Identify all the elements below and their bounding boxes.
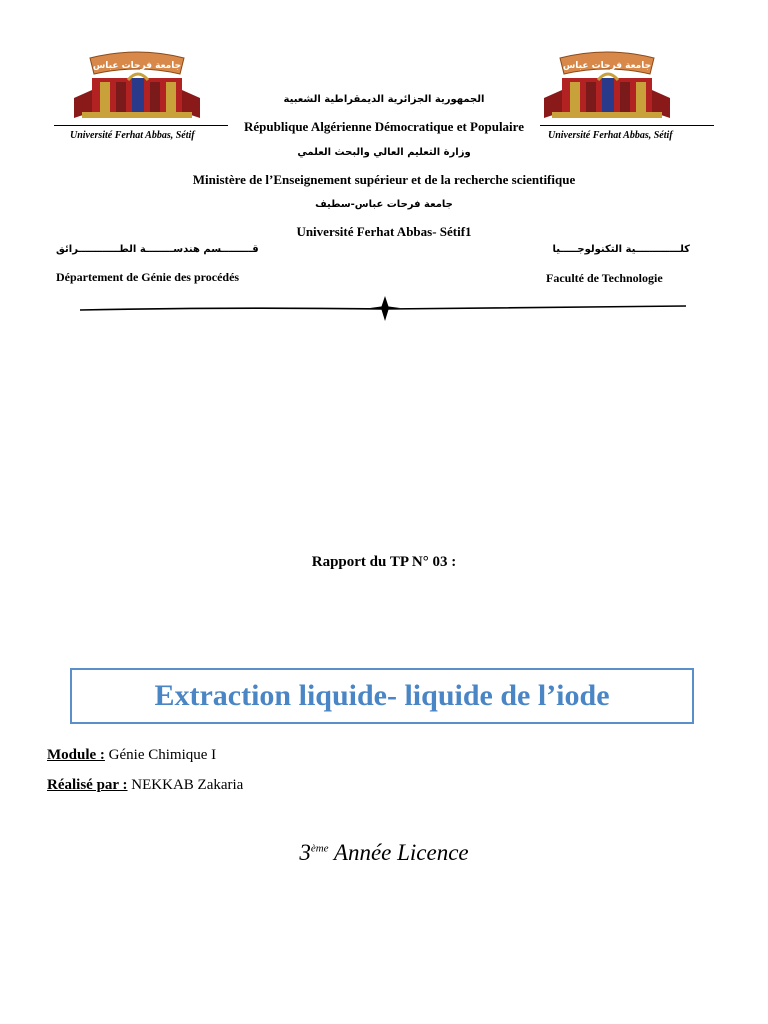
module-label: Module : (47, 747, 105, 763)
ministry-heading: Ministère de l’Enseignement supérieur et de la recherche scientifique (192, 172, 576, 187)
report-title: Extraction liquide- liquide de l’iode (154, 679, 610, 712)
year-superscript: ème (310, 842, 329, 855)
academic-year (0, 840, 768, 866)
arabic-republic-heading: الجمهورية الجزائرية الديمقراطية الشعبية (283, 94, 485, 105)
svg-text:جامعة فرحات عباس: جامعة فرحات عباس (562, 61, 652, 71)
svg-text:جامعة فرحات عباس: جامعة فرحات عباس (92, 61, 182, 71)
faculty-label: Faculté de Technologie (546, 271, 663, 285)
module-line (47, 747, 216, 764)
logo-left-caption: Université Ferhat Abbas, Sétif (70, 130, 195, 141)
university-heading: Université Ferhat Abbas- Sétif1 (296, 224, 472, 239)
module-value: Génie Chimique I (104, 747, 217, 763)
report-subtitle: Rapport du TP N° 03 : (311, 554, 457, 570)
arabic-university-heading: جامعة فرحات عباس-سطيف (315, 199, 453, 210)
university-emblem-icon (72, 48, 202, 128)
logo-right-caption: Université Ferhat Abbas, Sétif (548, 130, 673, 141)
ornamental-divider (80, 296, 690, 327)
year-number: 3 (299, 840, 311, 865)
author-line (47, 777, 243, 794)
author-label: Réalisé par : (47, 777, 128, 793)
year-text: Année Licence (328, 840, 469, 865)
arabic-faculty-label: كلـــــــــــــية التكنولوجـــــيا (552, 244, 690, 255)
republic-heading: République Algérienne Démocratique et Populaire (244, 119, 524, 134)
header-thin-rule (54, 125, 228, 126)
header-thin-rule (540, 125, 714, 126)
arabic-ministry-heading: وزارة التعليم العالي والبحث العلمي (297, 147, 471, 158)
arabic-department-label: قـــــــــسم هندســــــــة الطــــــــــــرائق (56, 244, 259, 255)
report-title-box (70, 668, 694, 724)
department-label: Département de Génie des procédés (56, 270, 240, 284)
author-value: NEKKAB Zakaria (127, 777, 244, 793)
university-emblem-icon (542, 48, 672, 128)
